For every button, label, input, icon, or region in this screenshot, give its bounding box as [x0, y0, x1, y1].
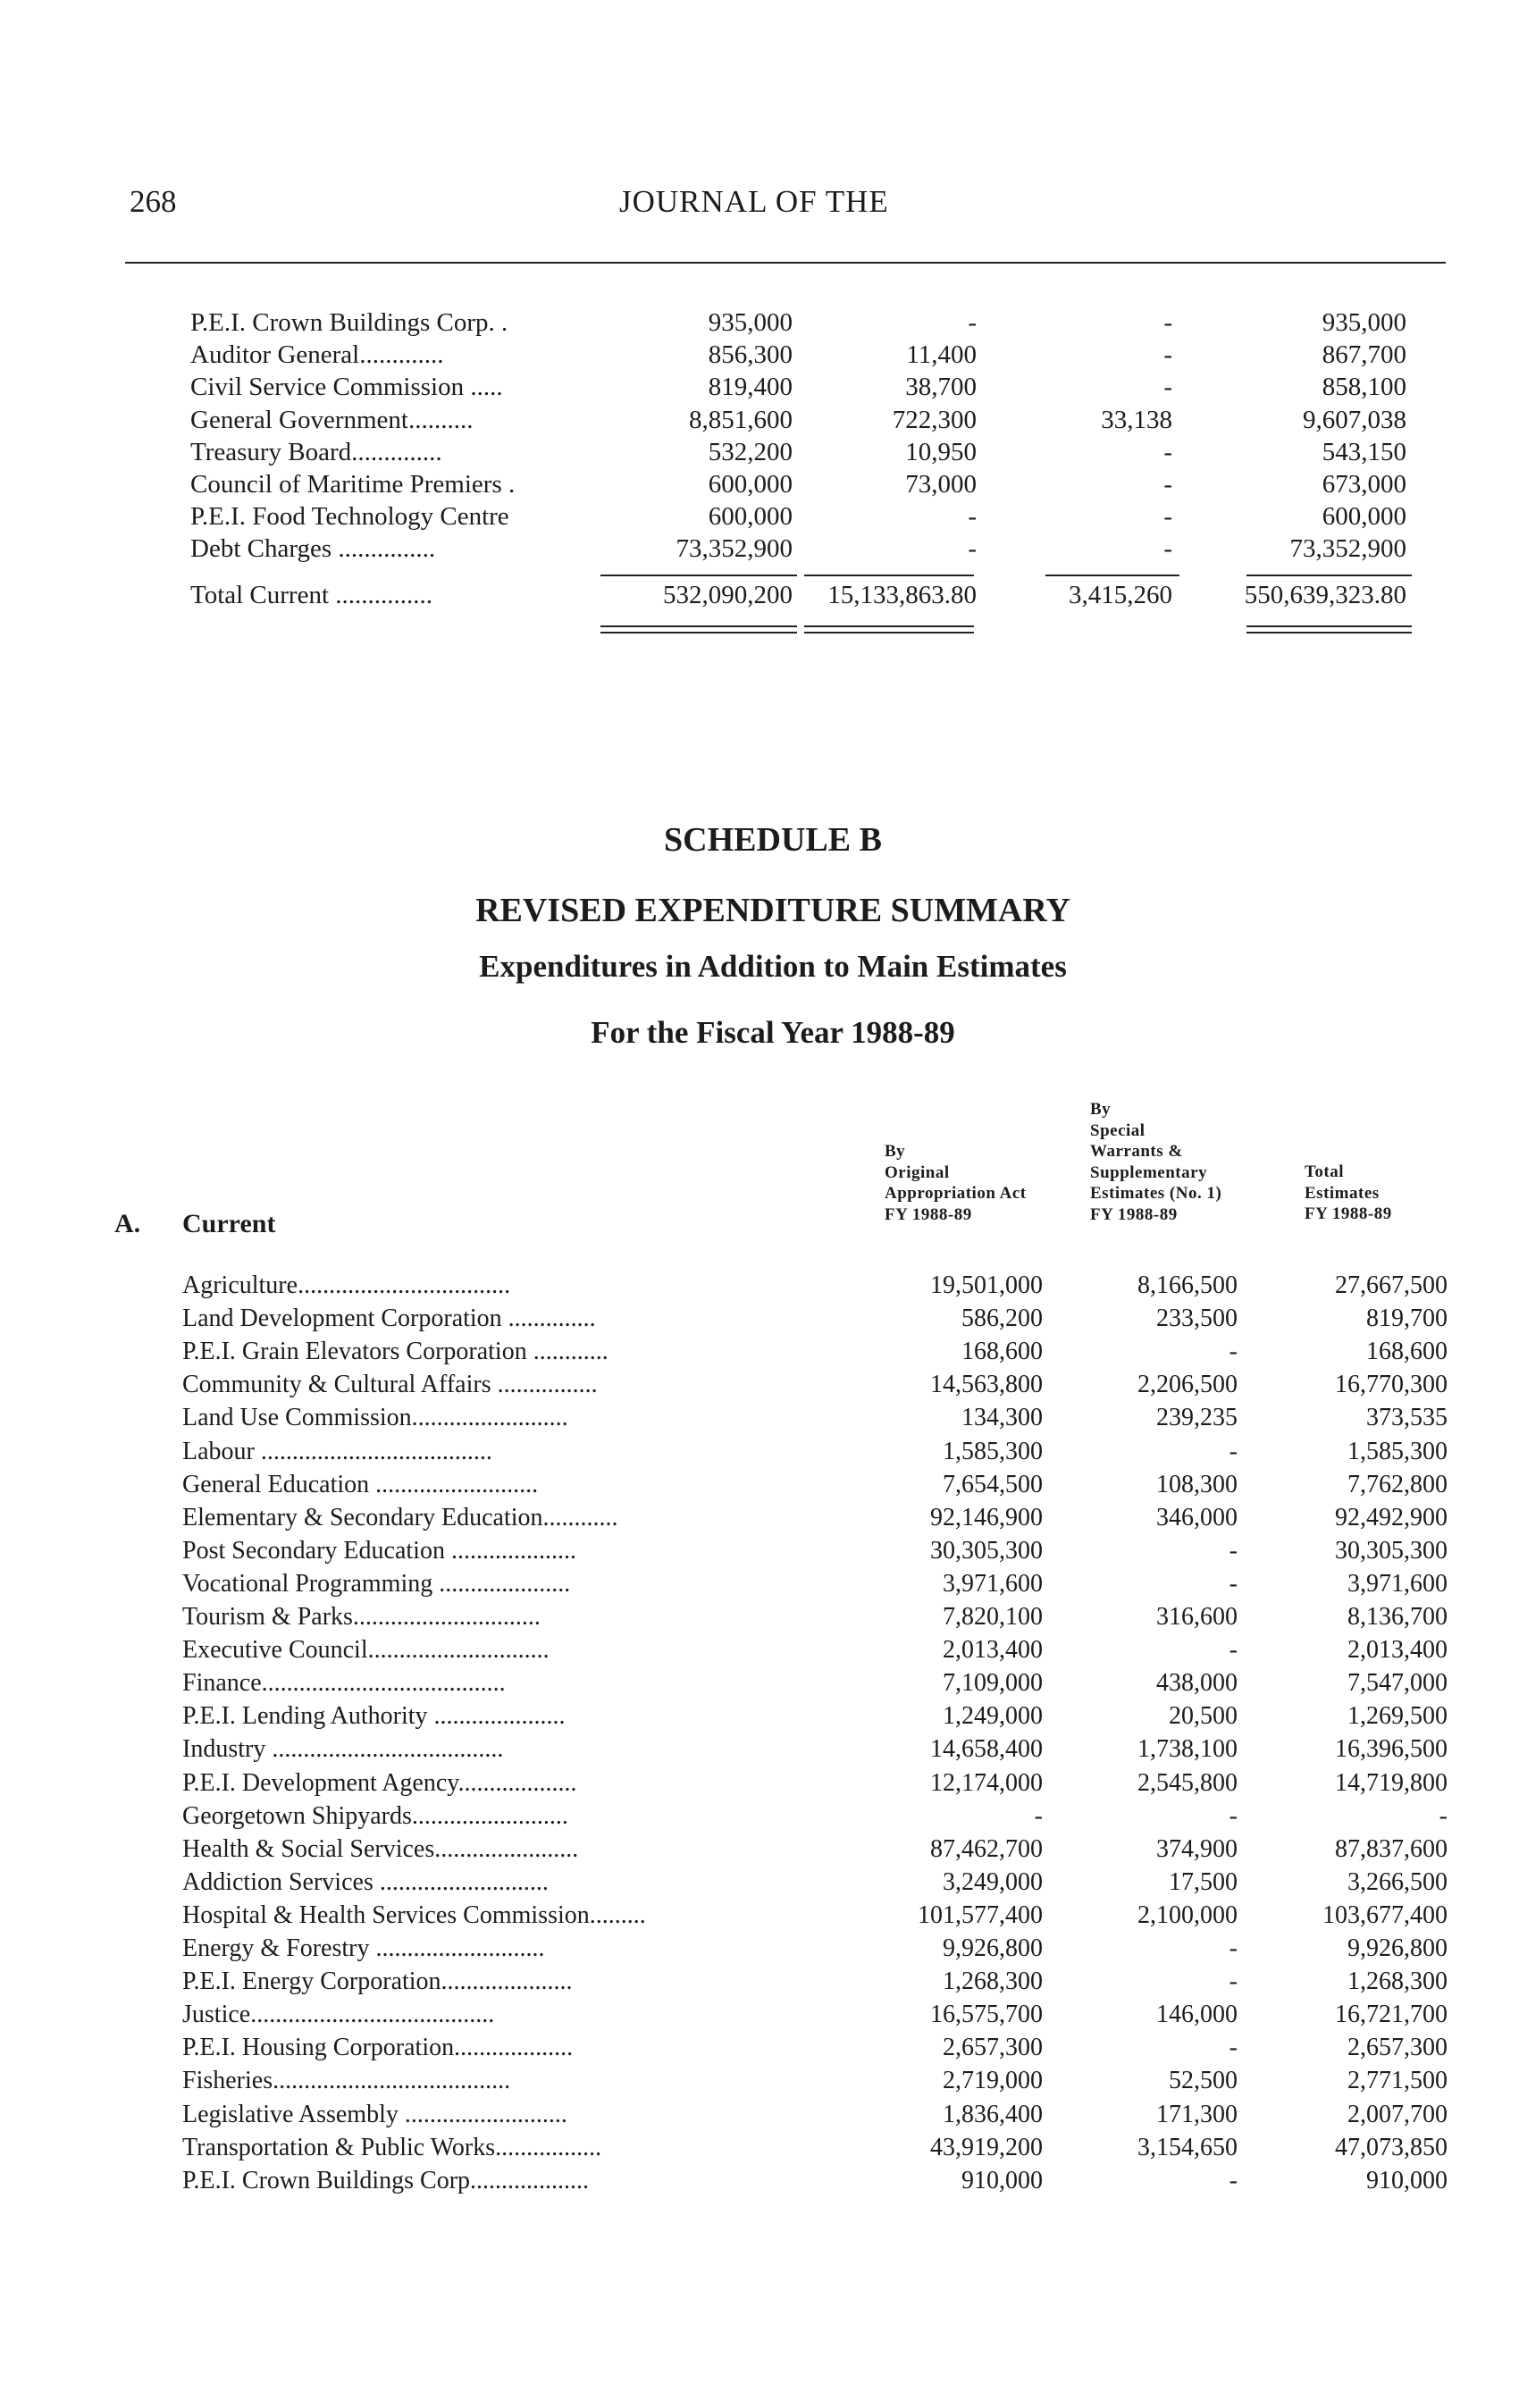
row-col3: - [1163, 502, 1172, 532]
column-header-original [885, 1141, 1081, 1225]
row-label: General Government.......... [190, 405, 474, 434]
column-header-line: Warrants & [1090, 1142, 1183, 1161]
schedule-row-original: - [1034, 1801, 1043, 1830]
schedule-row-warrants: - [1229, 1569, 1238, 1598]
column-header-line: FY 1988-89 [1090, 1204, 1178, 1224]
row-col4: 73,352,900 [1289, 534, 1406, 564]
schedule-row-original: 7,820,100 [943, 1603, 1043, 1631]
schedule-row-total: 7,547,000 [1347, 1669, 1448, 1698]
schedule-row-original: 30,305,300 [930, 1536, 1043, 1565]
schedule-row-total: 3,971,600 [1347, 1569, 1448, 1598]
schedule-row-original: 2,719,000 [943, 2067, 1043, 2095]
schedule-row-label: Health & Social Services....................... [182, 1836, 579, 1862]
schedule-row-label: P.E.I. Development Agency................... [182, 1770, 577, 1796]
schedule-row-warrants: - [1229, 1437, 1238, 1465]
schedule-row-total: 2,657,300 [1347, 2034, 1448, 2062]
schedule-row-original: 1,268,300 [943, 1968, 1043, 1996]
schedule-title: SCHEDULE B [664, 821, 882, 859]
total-label: Total Current ............... [190, 581, 433, 609]
total-double-rule [1246, 625, 1412, 627]
schedule-row-warrants: 374,900 [1156, 1834, 1238, 1863]
row-label: Civil Service Commission ..... [190, 373, 503, 402]
row-col2: - [968, 308, 977, 337]
schedule-row-total: 103,677,400 [1322, 1900, 1448, 1929]
schedule-row-total: 16,770,300 [1335, 1371, 1448, 1399]
row-col4: 9,607,038 [1303, 405, 1406, 434]
schedule-row-total: 819,700 [1366, 1305, 1448, 1333]
column-header-line: Original [885, 1162, 950, 1182]
column-header-line: Special [1090, 1120, 1146, 1140]
row-label: Auditor General............. [190, 340, 444, 370]
schedule-row-original: 586,200 [961, 1305, 1043, 1333]
schedule-row-label: P.E.I. Housing Corporation................... [182, 2035, 574, 2061]
column-header-line: FY 1988-89 [885, 1204, 972, 1224]
column-header-line: Total [1305, 1162, 1345, 1181]
schedule-row-label: P.E.I. Crown Buildings Corp................... [182, 2168, 590, 2194]
schedule-row-original: 16,575,700 [930, 2001, 1043, 2029]
schedule-row-label: P.E.I. Energy Corporation..................... [182, 1969, 573, 1995]
column-header-line: Appropriation Act [885, 1184, 1027, 1203]
column-header-line: Supplementary [1090, 1162, 1208, 1182]
row-label: Treasury Board.............. [190, 437, 442, 466]
schedule-row-label: Fisheries...................................... [182, 2068, 511, 2094]
schedule-row-original: 1,249,000 [943, 1702, 1043, 1731]
schedule-row-total: 373,535 [1366, 1404, 1448, 1432]
schedule-row-label: Agriculture.................................. [182, 1273, 511, 1298]
row-col2: 38,700 [905, 373, 977, 402]
total-double-rule [600, 625, 797, 627]
row-col4: 867,700 [1322, 340, 1406, 370]
row-col3: - [1163, 470, 1172, 499]
section-letter: A. [114, 1209, 141, 1238]
row-col4: 858,100 [1322, 373, 1406, 402]
schedule-row-label: Addiction Services ........................... [182, 1869, 549, 1895]
row-col4: 600,000 [1322, 502, 1406, 532]
schedule-row-total: 92,492,900 [1335, 1503, 1448, 1531]
row-col1: 600,000 [708, 470, 793, 499]
schedule-row-original: 43,919,200 [930, 2133, 1043, 2161]
schedule-row-warrants: 233,500 [1156, 1305, 1238, 1333]
schedule-row-original: 14,563,800 [930, 1371, 1043, 1399]
total-col4: 550,639,323.80 [1244, 581, 1406, 609]
schedule-row-warrants: 108,300 [1156, 1470, 1238, 1498]
schedule-row-total: 2,771,500 [1347, 2067, 1448, 2095]
schedule-row-total: 9,926,800 [1347, 1934, 1448, 1962]
total-double-rule [1246, 632, 1412, 633]
row-col4: 543,150 [1322, 437, 1406, 466]
schedule-row-warrants: 1,738,100 [1137, 1735, 1238, 1764]
schedule-row-label: Energy & Forestry ........................... [182, 1936, 545, 1961]
schedule-row-original: 2,657,300 [943, 2034, 1043, 2062]
total-col3: 3,415,260 [1069, 581, 1172, 609]
row-col3: - [1163, 340, 1172, 370]
schedule-row-total: 16,396,500 [1335, 1735, 1448, 1764]
schedule-row-label: P.E.I. Lending Authority ..................... [182, 1704, 566, 1730]
row-col3: 33,138 [1101, 405, 1172, 434]
schedule-row-original: 9,926,800 [943, 1934, 1043, 1962]
schedule-row-label: Legislative Assembly .......................... [182, 2102, 567, 2127]
row-col4: 673,000 [1322, 470, 1406, 499]
schedule-row-warrants: - [1229, 2166, 1238, 2194]
schedule-row-label: Hospital & Health Services Commission......... [182, 1902, 646, 1928]
row-col3: - [1163, 437, 1172, 466]
schedule-subtitle: REVISED EXPENDITURE SUMMARY [475, 892, 1070, 929]
schedule-row-label: Industry ..................................... [182, 1737, 504, 1763]
schedule-subtitle-3: For the Fiscal Year 1988-89 [591, 1015, 955, 1050]
row-col1: 600,000 [708, 502, 793, 532]
schedule-row-total: 2,013,400 [1347, 1636, 1448, 1665]
column-header-line: By [1090, 1100, 1112, 1119]
schedule-row-total: 27,667,500 [1335, 1271, 1448, 1299]
schedule-row-original: 92,146,900 [930, 1503, 1043, 1531]
subtotal-rule [804, 575, 974, 576]
schedule-row-original: 168,600 [961, 1338, 1043, 1366]
schedule-row-label: Transportation & Public Works................. [182, 2135, 602, 2160]
schedule-row-total: 87,837,600 [1335, 1834, 1448, 1863]
schedule-row-label: General Education .......................... [182, 1472, 539, 1498]
row-col1: 856,300 [708, 340, 793, 370]
schedule-row-warrants: 2,545,800 [1137, 1768, 1238, 1797]
schedule-row-original: 3,249,000 [943, 1867, 1043, 1896]
schedule-row-total: 14,719,800 [1335, 1768, 1448, 1797]
schedule-row-original: 101,577,400 [918, 1900, 1043, 1929]
schedule-row-warrants: 3,154,650 [1137, 2133, 1238, 2161]
schedule-row-total: 30,305,300 [1335, 1536, 1448, 1565]
schedule-row-warrants: 438,000 [1156, 1669, 1238, 1698]
header-rule [125, 262, 1446, 264]
schedule-row-original: 12,174,000 [930, 1768, 1043, 1797]
subtotal-rule [1045, 575, 1179, 576]
total-col1: 532,090,200 [663, 581, 793, 609]
schedule-row-warrants: 171,300 [1156, 2100, 1238, 2128]
row-col4: 935,000 [1322, 308, 1406, 337]
schedule-row-original: 2,013,400 [943, 1636, 1043, 1665]
row-col2: 11,400 [906, 340, 977, 370]
column-header-line: Estimates (No. 1) [1090, 1184, 1222, 1203]
schedule-row-label: Labour ..................................... [182, 1439, 492, 1464]
column-header-line: Estimates [1305, 1183, 1380, 1203]
schedule-row-warrants: 17,500 [1169, 1867, 1238, 1896]
schedule-row-label: Georgetown Shipyards......................... [182, 1803, 568, 1829]
column-header-line: FY 1988-89 [1305, 1204, 1392, 1223]
schedule-row-total: 910,000 [1366, 2166, 1448, 2194]
schedule-row-label: Elementary & Secondary Education............ [182, 1505, 618, 1531]
row-col2: 73,000 [905, 470, 977, 499]
schedule-row-warrants: 20,500 [1169, 1702, 1238, 1731]
schedule-row-original: 7,109,000 [943, 1669, 1043, 1698]
schedule-row-total: 7,762,800 [1347, 1470, 1448, 1498]
schedule-row-original: 87,462,700 [930, 1834, 1043, 1863]
schedule-row-total: - [1439, 1801, 1448, 1830]
journal-title: JOURNAL OF THE [619, 184, 889, 219]
schedule-row-original: 910,000 [961, 2166, 1043, 2194]
schedule-row-warrants: - [1229, 1338, 1238, 1366]
schedule-row-total: 168,600 [1366, 1338, 1448, 1366]
schedule-row-warrants: - [1229, 1801, 1238, 1830]
schedule-row-warrants: - [1229, 1968, 1238, 1996]
total-double-rule [804, 632, 974, 633]
schedule-row-label: Post Secondary Education .................... [182, 1538, 576, 1564]
schedule-row-original: 3,971,600 [943, 1569, 1043, 1598]
schedule-row-original: 19,501,000 [930, 1271, 1043, 1299]
row-col2: 722,300 [892, 405, 977, 434]
schedule-row-warrants: - [1229, 2034, 1238, 2062]
row-col1: 8,851,600 [689, 405, 793, 434]
schedule-row-label: Community & Cultural Affairs ................ [182, 1372, 598, 1398]
schedule-row-original: 14,658,400 [930, 1735, 1043, 1764]
schedule-row-total: 2,007,700 [1347, 2100, 1448, 2128]
schedule-row-label: P.E.I. Grain Elevators Corporation ............ [182, 1339, 608, 1365]
schedule-row-original: 1,585,300 [943, 1437, 1043, 1465]
schedule-row-label: Vocational Programming ..................... [182, 1571, 571, 1597]
total-double-rule [600, 632, 797, 633]
schedule-row-total: 3,266,500 [1347, 1867, 1448, 1896]
column-header-total [1305, 1162, 1465, 1225]
schedule-row-warrants: 316,600 [1156, 1603, 1238, 1631]
schedule-row-total: 1,268,300 [1347, 1968, 1448, 1996]
row-col2: - [968, 502, 977, 532]
schedule-row-label: Land Development Corporation .............. [182, 1306, 596, 1332]
row-col2: - [968, 534, 977, 564]
schedule-row-total: 47,073,850 [1335, 2133, 1448, 2161]
schedule-row-label: Justice....................................... [182, 2002, 495, 2028]
row-label: P.E.I. Food Technology Centre [190, 502, 509, 532]
subtotal-rule [600, 575, 797, 576]
row-col1: 73,352,900 [676, 534, 793, 564]
schedule-row-warrants: 346,000 [1156, 1503, 1238, 1531]
row-label: Council of Maritime Premiers . [190, 470, 516, 499]
row-col3: - [1163, 373, 1172, 402]
schedule-row-warrants: - [1229, 1934, 1238, 1962]
schedule-row-total: 8,136,700 [1347, 1603, 1448, 1631]
row-col2: 10,950 [905, 437, 977, 466]
schedule-row-label: Tourism & Parks.............................. [182, 1605, 541, 1630]
schedule-subtitle-2: Expenditures in Addition to Main Estimates [479, 949, 1067, 984]
schedule-row-warrants: - [1229, 1536, 1238, 1565]
schedule-row-original: 134,300 [961, 1404, 1043, 1432]
total-double-rule [804, 625, 974, 627]
schedule-row-label: Land Use Commission......................... [182, 1405, 568, 1431]
subtotal-rule [1246, 575, 1412, 576]
section-name: Current [182, 1209, 276, 1238]
row-col1: 819,400 [708, 373, 793, 402]
schedule-row-warrants: 52,500 [1169, 2067, 1238, 2095]
total-col2: 15,133,863.80 [827, 581, 977, 609]
row-col3: - [1163, 534, 1172, 564]
schedule-row-total: 16,721,700 [1335, 2001, 1448, 2029]
schedule-row-warrants: 2,206,500 [1137, 1371, 1238, 1399]
schedule-row-total: 1,585,300 [1347, 1437, 1448, 1465]
row-col3: - [1163, 308, 1172, 337]
schedule-row-label: Executive Council............................. [182, 1638, 550, 1664]
schedule-row-original: 1,836,400 [943, 2100, 1043, 2128]
schedule-row-label: Finance....................................... [182, 1671, 506, 1697]
schedule-row-warrants: - [1229, 1636, 1238, 1665]
column-header-warrants [1090, 1099, 1305, 1225]
schedule-row-warrants: 2,100,000 [1137, 1900, 1238, 1929]
schedule-row-total: 1,269,500 [1347, 1702, 1448, 1731]
row-col1: 935,000 [708, 308, 793, 337]
schedule-row-original: 7,654,500 [943, 1470, 1043, 1498]
page-number: 268 [130, 184, 177, 219]
row-col1: 532,200 [708, 437, 793, 466]
schedule-row-warrants: 146,000 [1156, 2001, 1238, 2029]
schedule-row-warrants: 239,235 [1156, 1404, 1238, 1432]
schedule-row-warrants: 8,166,500 [1137, 1271, 1238, 1299]
column-header-line: By [885, 1142, 906, 1161]
row-label: P.E.I. Crown Buildings Corp. . [190, 308, 508, 337]
row-label: Debt Charges ............... [190, 534, 436, 564]
